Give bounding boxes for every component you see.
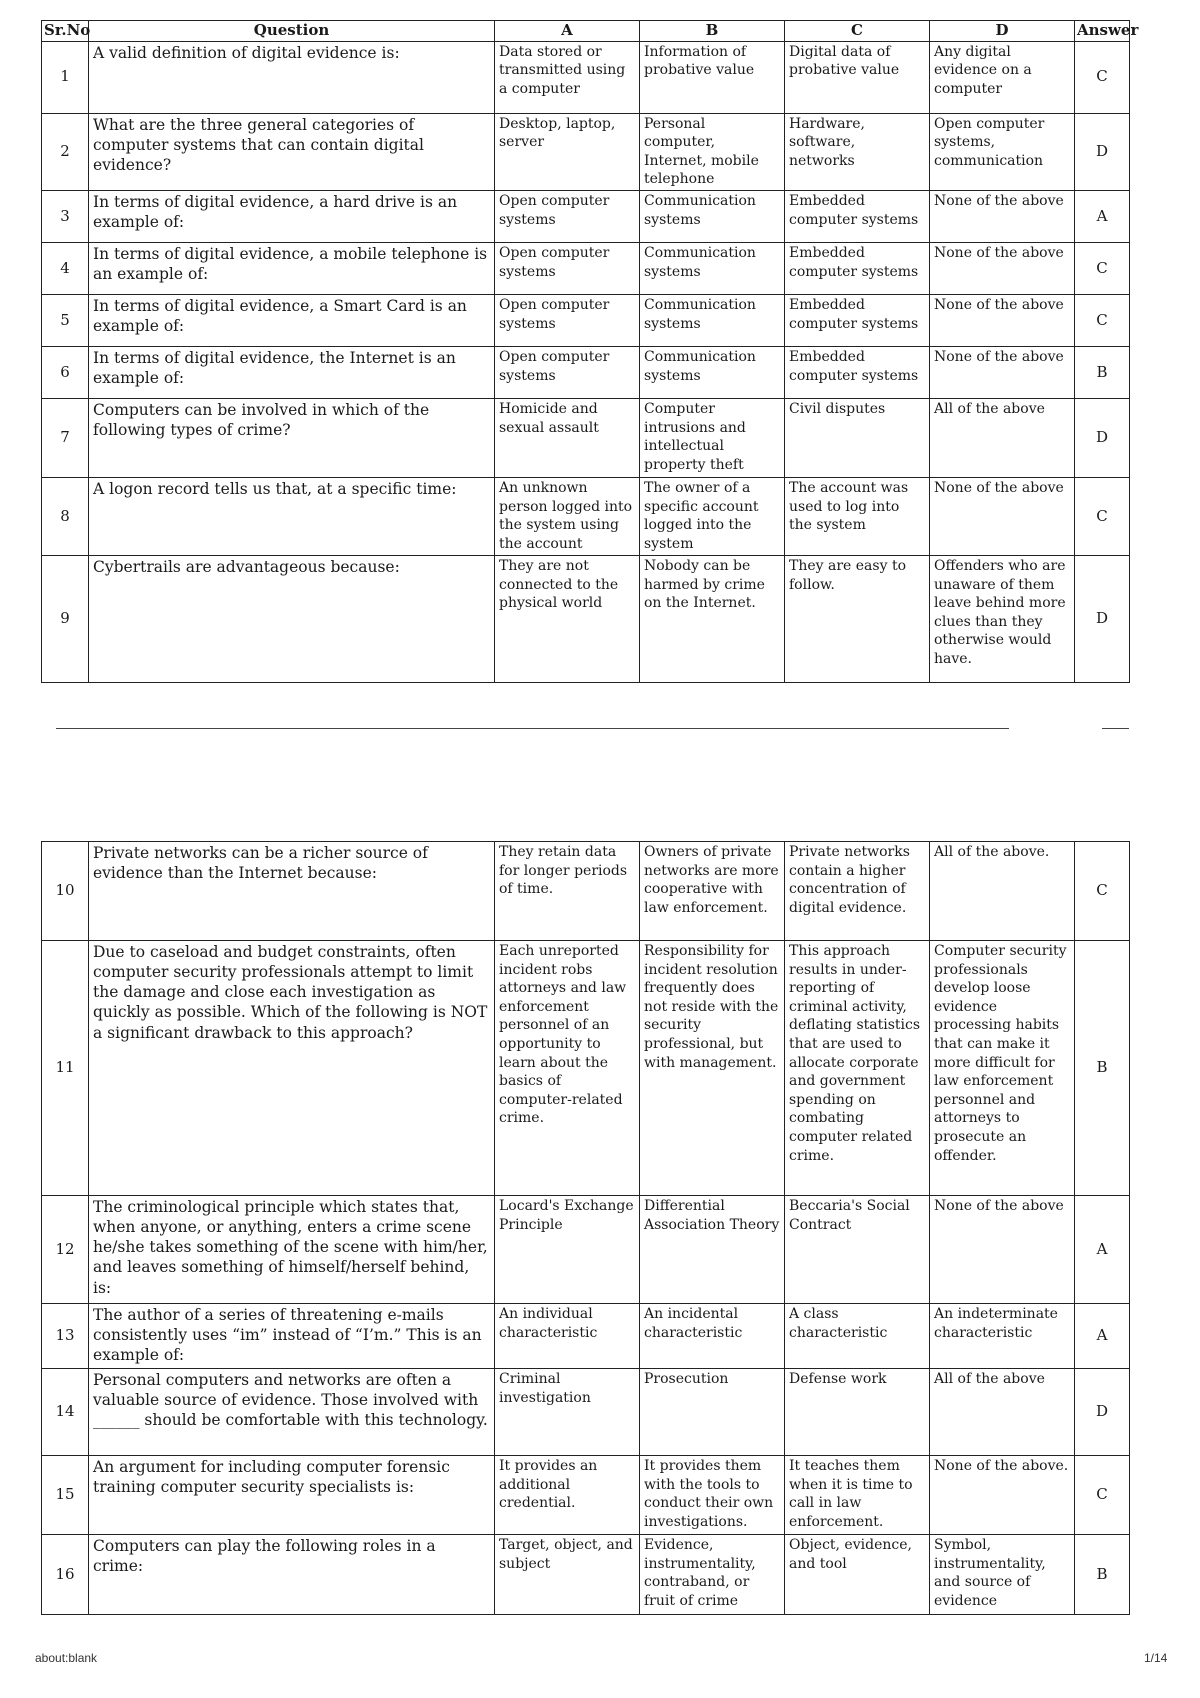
table-header-row	[42, 21, 1130, 42]
option-b: An incidental characteristic	[640, 1304, 785, 1369]
option-d: All of the above.	[930, 842, 1075, 941]
option-b: Personal computer, Internet, mobile telephone	[640, 113, 785, 190]
question-text: In terms of digital evidence, a hard drive is an example of:	[89, 190, 495, 242]
table-row	[42, 1369, 1130, 1456]
option-a: They are not connected to the physical world	[495, 555, 640, 682]
answer-letter: A	[1075, 190, 1130, 242]
table-row	[42, 941, 1130, 1196]
option-d: None of the above	[930, 294, 1075, 346]
option-b: Computer intrusions and intellectual property theft	[640, 398, 785, 477]
option-b: Information of probative value	[640, 41, 785, 113]
header-b: B	[640, 21, 785, 42]
option-a: Open computer systems	[495, 294, 640, 346]
option-c: Hardware, software, networks	[785, 113, 930, 190]
question-text: Personal computers and networks are often a valuable source of evidence. Those involved with ______ should be comfortable with this technology.	[89, 1369, 495, 1456]
question-number: 10	[42, 842, 89, 941]
table-row	[42, 555, 1130, 682]
option-b: Prosecution	[640, 1369, 785, 1456]
table-row	[42, 41, 1130, 113]
option-c: This approach results in under-reporting of criminal activity, deflating statistics that are used to allocate corporate and government spending on combating computer related crime.	[785, 941, 930, 1196]
option-d: None of the above	[930, 190, 1075, 242]
header-sr: Sr.No	[42, 21, 89, 42]
answer-letter: A	[1075, 1304, 1130, 1369]
question-number: 1	[42, 41, 89, 113]
question-number: 2	[42, 113, 89, 190]
option-c: Embedded computer systems	[785, 294, 930, 346]
option-a: Open computer systems	[495, 190, 640, 242]
option-d: None of the above	[930, 346, 1075, 398]
option-b: Differential Association Theory	[640, 1196, 785, 1304]
question-number: 16	[42, 1535, 89, 1615]
answer-letter: D	[1075, 398, 1130, 477]
option-a: An individual characteristic	[495, 1304, 640, 1369]
option-d: None of the above	[930, 242, 1075, 294]
option-b: Communication systems	[640, 346, 785, 398]
option-b: The owner of a specific account logged into the system	[640, 477, 785, 555]
table-row	[42, 346, 1130, 398]
question-text: Private networks can be a richer source of evidence than the Internet because:	[89, 842, 495, 941]
option-d: All of the above	[930, 398, 1075, 477]
option-a: An unknown person logged into the system using the account	[495, 477, 640, 555]
header-a: A	[495, 21, 640, 42]
table-row	[42, 1535, 1130, 1615]
question-number: 13	[42, 1304, 89, 1369]
answer-letter: C	[1075, 1456, 1130, 1535]
option-b: Communication systems	[640, 190, 785, 242]
question-number: 6	[42, 346, 89, 398]
question-number: 7	[42, 398, 89, 477]
option-c: They are easy to follow.	[785, 555, 930, 682]
question-number: 3	[42, 190, 89, 242]
page-break-rule	[56, 728, 1009, 729]
question-number: 9	[42, 555, 89, 682]
option-b: Communication systems	[640, 294, 785, 346]
question-text: Cybertrails are advantageous because:	[89, 555, 495, 682]
option-c: Private networks contain a higher concentration of digital evidence.	[785, 842, 930, 941]
question-text: Computers can be involved in which of the following types of crime?	[89, 398, 495, 477]
question-number: 5	[42, 294, 89, 346]
question-text: In terms of digital evidence, a Smart Card is an example of:	[89, 294, 495, 346]
answer-letter: C	[1075, 842, 1130, 941]
option-d: Any digital evidence on a computer	[930, 41, 1075, 113]
option-b: Responsibility for incident resolution frequently does not reside with the security professional, but with management.	[640, 941, 785, 1196]
table-row	[42, 1456, 1130, 1535]
question-text: A valid definition of digital evidence is:	[89, 41, 495, 113]
header-answer: Answer	[1075, 21, 1130, 42]
table-row	[42, 242, 1130, 294]
option-a: Homicide and sexual assault	[495, 398, 640, 477]
option-d: None of the above.	[930, 1456, 1075, 1535]
option-d: None of the above	[930, 1196, 1075, 1304]
question-number: 11	[42, 941, 89, 1196]
table-row	[42, 1304, 1130, 1369]
option-b: Communication systems	[640, 242, 785, 294]
option-a: Open computer systems	[495, 346, 640, 398]
option-c: Civil disputes	[785, 398, 930, 477]
option-d: Symbol, instrumentality, and source of evidence	[930, 1535, 1075, 1615]
answer-letter: D	[1075, 555, 1130, 682]
footer-url: about:blank	[35, 1651, 98, 1665]
question-text: The author of a series of threatening e-mails consistently uses “im” instead of “I’m.” This is an example of:	[89, 1304, 495, 1369]
table-row	[42, 113, 1130, 190]
table-row	[42, 842, 1130, 941]
question-number: 4	[42, 242, 89, 294]
question-number: 14	[42, 1369, 89, 1456]
option-c: Digital data of probative value	[785, 41, 930, 113]
option-d: Open computer systems, communication	[930, 113, 1075, 190]
table-row	[42, 398, 1130, 477]
option-a: Each unreported incident robs attorneys and law enforcement personnel of an opportunity to learn about the basics of computer-related crime.	[495, 941, 640, 1196]
question-text: In terms of digital evidence, the Internet is an example of:	[89, 346, 495, 398]
question-number: 12	[42, 1196, 89, 1304]
question-number: 8	[42, 477, 89, 555]
table-row	[42, 477, 1130, 555]
option-a: Open computer systems	[495, 242, 640, 294]
question-text: What are the three general categories of computer systems that can contain digital evidence?	[89, 113, 495, 190]
footer-page-number: 1/14	[1144, 1651, 1168, 1665]
option-c: Embedded computer systems	[785, 190, 930, 242]
option-d: All of the above	[930, 1369, 1075, 1456]
option-c: A class characteristic	[785, 1304, 930, 1369]
option-c: Embedded computer systems	[785, 242, 930, 294]
mcq-table-bottom	[41, 841, 1130, 1615]
header-c: C	[785, 21, 930, 42]
question-text: Computers can play the following roles in a crime:	[89, 1535, 495, 1615]
option-c: Beccaria's Social Contract	[785, 1196, 930, 1304]
answer-letter: D	[1075, 1369, 1130, 1456]
option-b: Nobody can be harmed by crime on the Internet.	[640, 555, 785, 682]
mcq-table-top	[41, 20, 1139, 683]
answer-letter: C	[1075, 477, 1130, 555]
table-row	[42, 294, 1130, 346]
table-row	[42, 190, 1130, 242]
question-text: The criminological principle which states that, when anyone, or anything, enters a crime scene he/she takes something of the scene with him/her, and leaves something of himself/herself behind, is:	[89, 1196, 495, 1304]
question-text: A logon record tells us that, at a specific time:	[89, 477, 495, 555]
question-text: In terms of digital evidence, a mobile telephone is an example of:	[89, 242, 495, 294]
option-a: Desktop, laptop, server	[495, 113, 640, 190]
answer-letter: C	[1075, 294, 1130, 346]
option-d: An indeterminate characteristic	[930, 1304, 1075, 1369]
option-b: Evidence, instrumentality, contraband, or fruit of crime	[640, 1535, 785, 1615]
answer-letter: B	[1075, 1535, 1130, 1615]
page-break-dash	[1102, 728, 1129, 729]
answer-letter: A	[1075, 1196, 1130, 1304]
option-a: Target, object, and subject	[495, 1535, 640, 1615]
option-a: It provides an additional credential.	[495, 1456, 640, 1535]
question-number: 15	[42, 1456, 89, 1535]
option-c: Embedded computer systems	[785, 346, 930, 398]
option-a: Locard's Exchange Principle	[495, 1196, 640, 1304]
option-b: Owners of private networks are more cooperative with law enforcement.	[640, 842, 785, 941]
table-row	[42, 1196, 1130, 1304]
question-text: An argument for including computer forensic training computer security specialists is:	[89, 1456, 495, 1535]
answer-letter: B	[1075, 346, 1130, 398]
page-break-dash	[983, 728, 1009, 729]
answer-letter: B	[1075, 941, 1130, 1196]
option-c: Object, evidence, and tool	[785, 1535, 930, 1615]
option-b: It provides them with the tools to conduct their own investigations.	[640, 1456, 785, 1535]
option-a: Data stored or transmitted using a computer	[495, 41, 640, 113]
option-c: Defense work	[785, 1369, 930, 1456]
header-d: D	[930, 21, 1075, 42]
option-a: Criminal investigation	[495, 1369, 640, 1456]
answer-letter: C	[1075, 242, 1130, 294]
option-d: Computer security professionals develop loose evidence processing habits that can make it more difficult for law enforcement personnel and attorneys to prosecute an offender.	[930, 941, 1075, 1196]
question-text: Due to caseload and budget constraints, often computer security professionals attempt to limit the damage and close each investigation as quickly as possible. Which of the following is NOT a significant drawback to this approach?	[89, 941, 495, 1196]
option-c: The account was used to log into the system	[785, 477, 930, 555]
option-d: Offenders who are unaware of them leave behind more clues than they otherwise would have.	[930, 555, 1075, 682]
header-question: Question	[89, 21, 495, 42]
option-c: It teaches them when it is time to call in law enforcement.	[785, 1456, 930, 1535]
answer-letter: D	[1075, 113, 1130, 190]
option-d: None of the above	[930, 477, 1075, 555]
option-a: They retain data for longer periods of time.	[495, 842, 640, 941]
answer-letter: C	[1075, 41, 1130, 113]
